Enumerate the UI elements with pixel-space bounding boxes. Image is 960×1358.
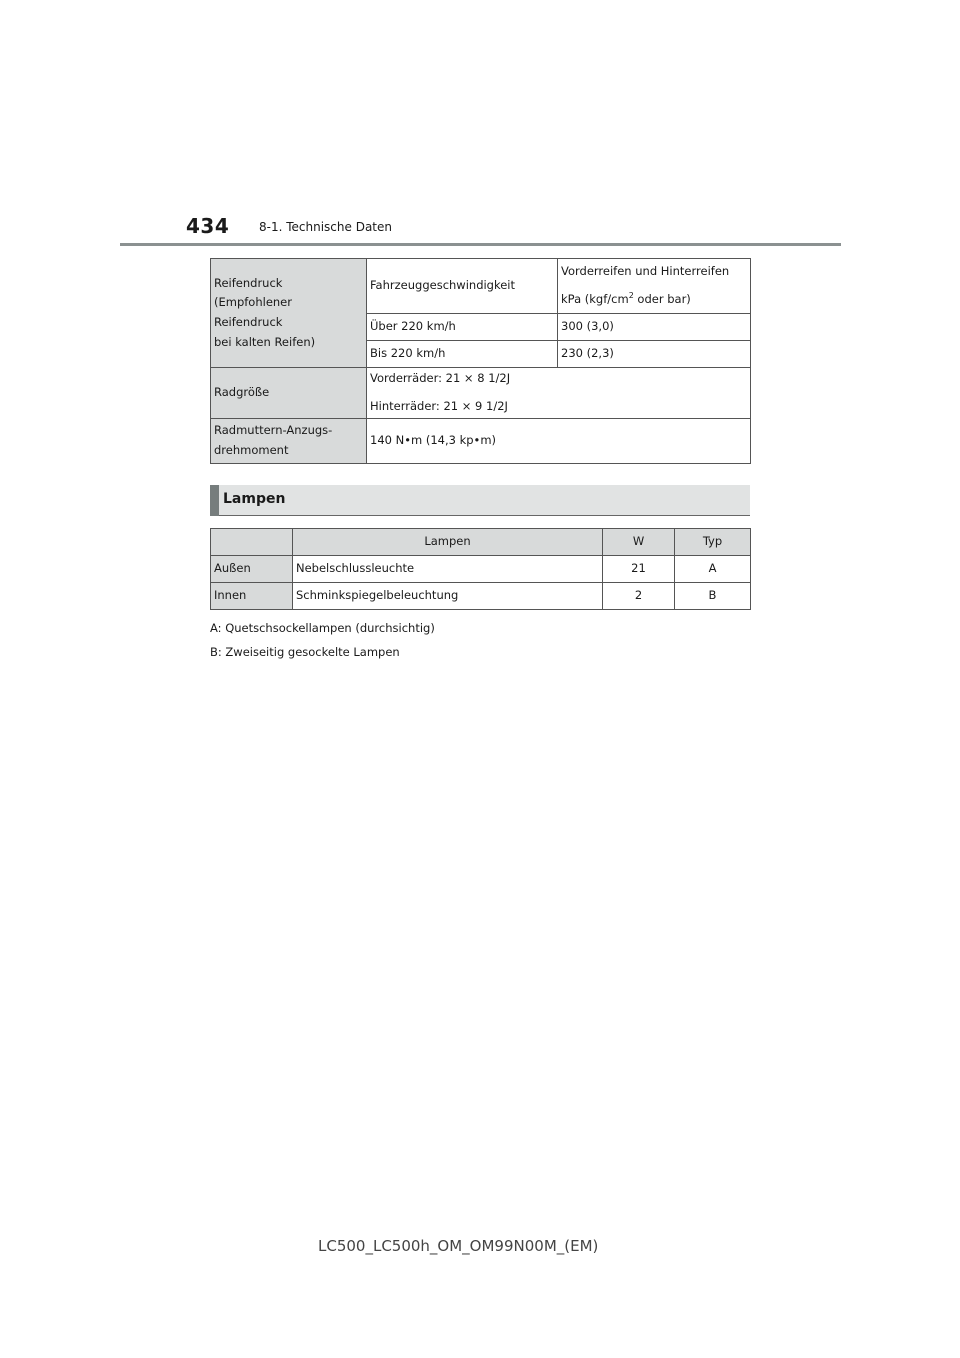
lamp-section-heading	[210, 485, 750, 516]
lamp-area: Außen	[211, 556, 293, 583]
pressure-cell: 230 (2,3)	[558, 341, 751, 368]
section-title: 8-1. Technische Daten	[259, 220, 392, 234]
tire-specs-table	[210, 258, 751, 464]
column-header: Typ	[675, 529, 751, 556]
tire-pressure-label: (Empfohlener Reifendruck	[214, 295, 292, 329]
torque-label-cell	[211, 419, 367, 464]
column-header: W	[603, 529, 675, 556]
tire-pressure-label-cell	[211, 259, 367, 368]
lamp-watt: 21	[603, 556, 675, 583]
torque-label: drehmoment	[214, 443, 289, 457]
torque-value: 140 N•m (14,3 kp•m)	[367, 419, 751, 464]
wheel-size-label: Radgröße	[211, 368, 367, 419]
table-row	[211, 556, 751, 583]
table-header-row	[211, 529, 751, 556]
table-row	[211, 583, 751, 610]
lamp-table	[210, 528, 751, 610]
column-header	[211, 529, 293, 556]
lamp-type: A	[675, 556, 751, 583]
table-row	[211, 419, 751, 464]
header-rule	[120, 243, 841, 246]
lamp-name: Schminkspiegelbeleuchtung	[293, 583, 603, 610]
pressure-header-cell	[558, 259, 751, 314]
column-header: Lampen	[293, 529, 603, 556]
lamp-name: Nebelschlussleuchte	[293, 556, 603, 583]
tire-pressure-label: Reifendruck	[214, 275, 283, 290]
speed-cell: Über 220 km/h	[367, 314, 558, 341]
table-row	[211, 259, 751, 314]
lamp-note: A: Quetschsockellampen (durchsichtig)	[210, 621, 435, 635]
page-number: 434	[186, 214, 230, 238]
pressure-header: Vorderreifen und Hinterreifen	[561, 264, 730, 279]
footer-code: LC500_LC500h_OM_OM99N00M_(EM)	[318, 1237, 599, 1255]
table-row	[211, 368, 751, 419]
lamp-type: B	[675, 583, 751, 610]
pressure-cell: 300 (3,0)	[558, 314, 751, 341]
speed-cell: Bis 220 km/h	[367, 341, 558, 368]
lamp-watt: 2	[603, 583, 675, 610]
speed-header: Fahrzeuggeschwindigkeit	[367, 259, 558, 314]
pressure-unit: kPa ($kgf/cm^2$ oder bar)	[561, 291, 691, 306]
heading-accent-bar	[210, 485, 219, 516]
lamp-area: Innen	[211, 583, 293, 610]
tire-pressure-label: bei kalten Reifen)	[214, 334, 316, 349]
torque-label: Radmuttern-Anzugs-	[214, 423, 333, 438]
lamp-heading-text: Lampen	[223, 491, 286, 507]
wheel-size-front: Vorderräder: 21 × 8 1/2J	[370, 371, 511, 386]
lamp-note: B: Zweiseitig gesockelte Lampen	[210, 645, 400, 659]
wheel-size-rear: Hinterräder: 21 × 9 1/2J	[370, 399, 508, 413]
wheel-size-cell	[367, 368, 751, 419]
